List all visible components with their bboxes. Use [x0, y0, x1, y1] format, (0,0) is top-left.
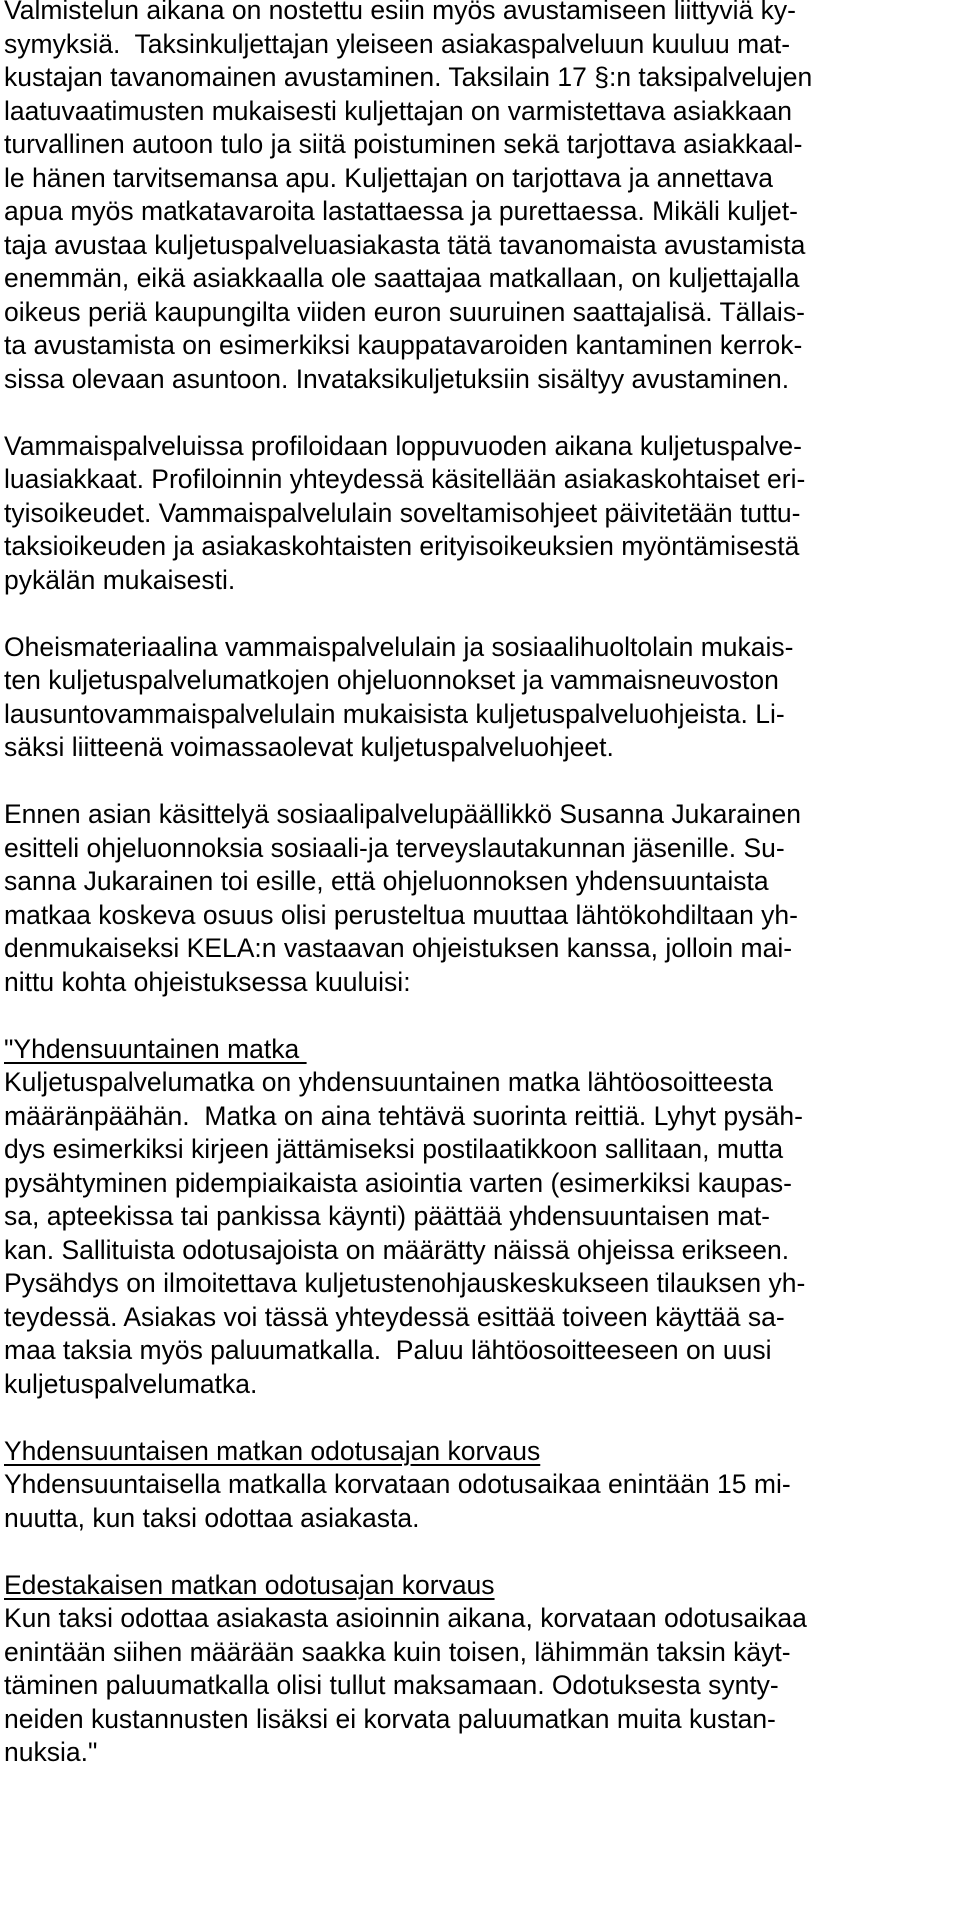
paragraph-profiling	[4, 430, 954, 598]
paragraph-attachments	[4, 631, 954, 765]
text-line: kuljetuspalvelumatka.	[4, 1368, 258, 1399]
text-line: oikeus periä kaupungilta viiden euron suuruinen saattajalisä. Tällais-	[4, 296, 805, 327]
text-line: dys esimerkiksi kirjeen jättämiseksi postilaatikkoon sallitaan, mutta	[4, 1134, 784, 1164]
section-heading	[4, 1569, 954, 1603]
section-waiting-round-trip	[4, 1569, 954, 1770]
text-line: Yhdensuuntaisella matkalla korvataan odotusaikaa enintään 15 mi-	[4, 1469, 791, 1499]
text-line: kustajan tavanomainen avustaminen. Taksilain 17 §:n taksipalvelujen	[4, 62, 813, 92]
text-line: lausuntovammaispalvelulain mukaisista kuljetuspalveluohjeista. Li-	[4, 698, 785, 729]
text-line: ta avustamista on esimerkiksi kauppatavaroiden kantaminen kerrok-	[4, 330, 803, 360]
text-line: Vammaispalveluissa profiloidaan loppuvuoden aikana kuljetuspalve-	[4, 430, 802, 461]
section-heading-text: "Yhdensuuntainen matka	[4, 1033, 307, 1064]
text-line: symyksiä. Taksinkuljettajan yleiseen asiakaspalveluun kuuluu mat-	[4, 28, 791, 59]
paragraph-spacer	[4, 765, 954, 799]
text-line: Kuljetuspalvelumatka on yhdensuuntainen matka lähtöosoitteesta	[4, 1067, 774, 1097]
text-line: enintään siihen määrään saakka kuin toisen, lähimmän taksin käyt-	[4, 1636, 791, 1667]
text-line: laatuvaatimusten mukaisesti kuljettajan on varmistettava asiakkaan	[4, 95, 793, 126]
document-page	[4, 0, 954, 1770]
text-line: täminen paluumatkalla olisi tullut maksamaan. Odotuksesta synty-	[4, 1670, 779, 1700]
text-line: Oheismateriaalina vammaispalvelulain ja sosiaalihuoltolain mukais-	[4, 631, 794, 662]
text-line: Kun taksi odottaa asiakasta asioinnin aikana, korvataan odotusaikaa	[4, 1603, 807, 1633]
text-line: ten kuljetuspalvelumatkojen ohjeluonnokset ja vammaisneuvoston	[4, 665, 779, 695]
text-line: pysähtyminen pidempiaikaista asiointia varten (esimerkiksi kaupas-	[4, 1167, 792, 1198]
text-line: taja avustaa kuljetuspalveluasiakasta tätä tavanomaista avustamista	[4, 229, 806, 260]
text-line: Pysähdys on ilmoitettava kuljetustenohjauskeskukseen tilauksen yh-	[4, 1268, 806, 1298]
section-heading	[4, 1033, 954, 1067]
text-line: Ennen asian käsittelyä sosiaalipalvelupäällikkö Susanna Jukarainen	[4, 799, 801, 829]
text-line: nuutta, kun taksi odottaa asiakasta.	[4, 1502, 420, 1533]
text-line: enemmän, eikä asiakkaalla ole saattajaa matkallaan, on kuljettajalla	[4, 263, 800, 293]
section-heading-text: Yhdensuuntaisen matkan odotusajan korvaus	[4, 1435, 541, 1466]
section-waiting-one-way	[4, 1435, 954, 1536]
text-line: säksi liitteenä voimassaolevat kuljetuspalveluohjeet.	[4, 732, 614, 762]
text-line: maa taksia myös paluumatkalla. Paluu lähtöosoitteeseen on uusi	[4, 1335, 772, 1365]
text-line: esitteli ohjeluonnoksia sosiaali-ja terveyslautakunnan jäsenille. Su-	[4, 832, 785, 863]
text-line: le hänen tarvitsemansa apu. Kuljettajan on tarjottava ja annettava	[4, 162, 774, 193]
section-heading-text: Edestakaisen matkan odotusajan korvaus	[4, 1569, 495, 1600]
text-line: tyisoikeudet. Vammaispalvelulain soveltamisohjeet päivitetään tuttu-	[4, 497, 801, 528]
paragraph-spacer	[4, 396, 954, 430]
text-line: neiden kustannusten lisäksi ei korvata paluumatkan muita kustan-	[4, 1703, 776, 1734]
section-heading	[4, 1435, 954, 1469]
text-line: nuksia."	[4, 1737, 98, 1767]
text-line: pykälän mukaisesti.	[4, 564, 236, 595]
text-line: sissa olevaan asuntoon. Invataksikuljetuksiin sisältyy avustaminen.	[4, 363, 790, 394]
paragraph-spacer	[4, 999, 954, 1033]
paragraph-spacer	[4, 1535, 954, 1569]
text-line: määränpäähän. Matka on aina tehtävä suorinta reittiä. Lyhyt pysäh-	[4, 1100, 803, 1131]
text-line: matkaa koskeva osuus olisi perusteltua muuttaa lähtökohdiltaan yh-	[4, 899, 798, 930]
text-line: turvallinen autoon tulo ja siitä poistuminen sekä tarjottava asiakkaal-	[4, 129, 803, 159]
text-line: sanna Jukarainen toi esille, että ohjeluonnoksen yhdensuuntaista	[4, 866, 769, 896]
text-line: luasiakkaat. Profiloinnin yhteydessä käsitellään asiakaskohtaiset eri-	[4, 464, 806, 494]
text-line: taksioikeuden ja asiakaskohtaisten erityisoikeuksien myöntämisestä	[4, 531, 800, 561]
paragraph-spacer	[4, 597, 954, 631]
section-one-way-trip	[4, 1033, 954, 1402]
text-line: apua myös matkatavaroita lastattaessa ja purettaessa. Mikäli kuljet-	[4, 196, 798, 226]
text-line: sa, apteekissa tai pankissa käynti) päättää yhdensuuntaisen mat-	[4, 1201, 771, 1231]
text-line: Valmistelun aikana on nostettu esiin myös avustamiseen liittyviä ky-	[4, 0, 796, 25]
text-line: nittu kohta ohjeistuksessa kuuluisi:	[4, 966, 411, 997]
text-line: kan. Sallituista odotusajoista on määrätty näissä ohjeissa erikseen.	[4, 1234, 790, 1265]
text-line: teydessä. Asiakas voi tässä yhteydessä esittää toiveen käyttää sa-	[4, 1301, 785, 1332]
paragraph-presentation	[4, 798, 954, 999]
text-line: denmukaiseksi KELA:n vastaavan ohjeistuksen kanssa, jolloin mai-	[4, 933, 793, 963]
paragraph-spacer	[4, 1401, 954, 1435]
paragraph-assistance	[4, 0, 954, 396]
